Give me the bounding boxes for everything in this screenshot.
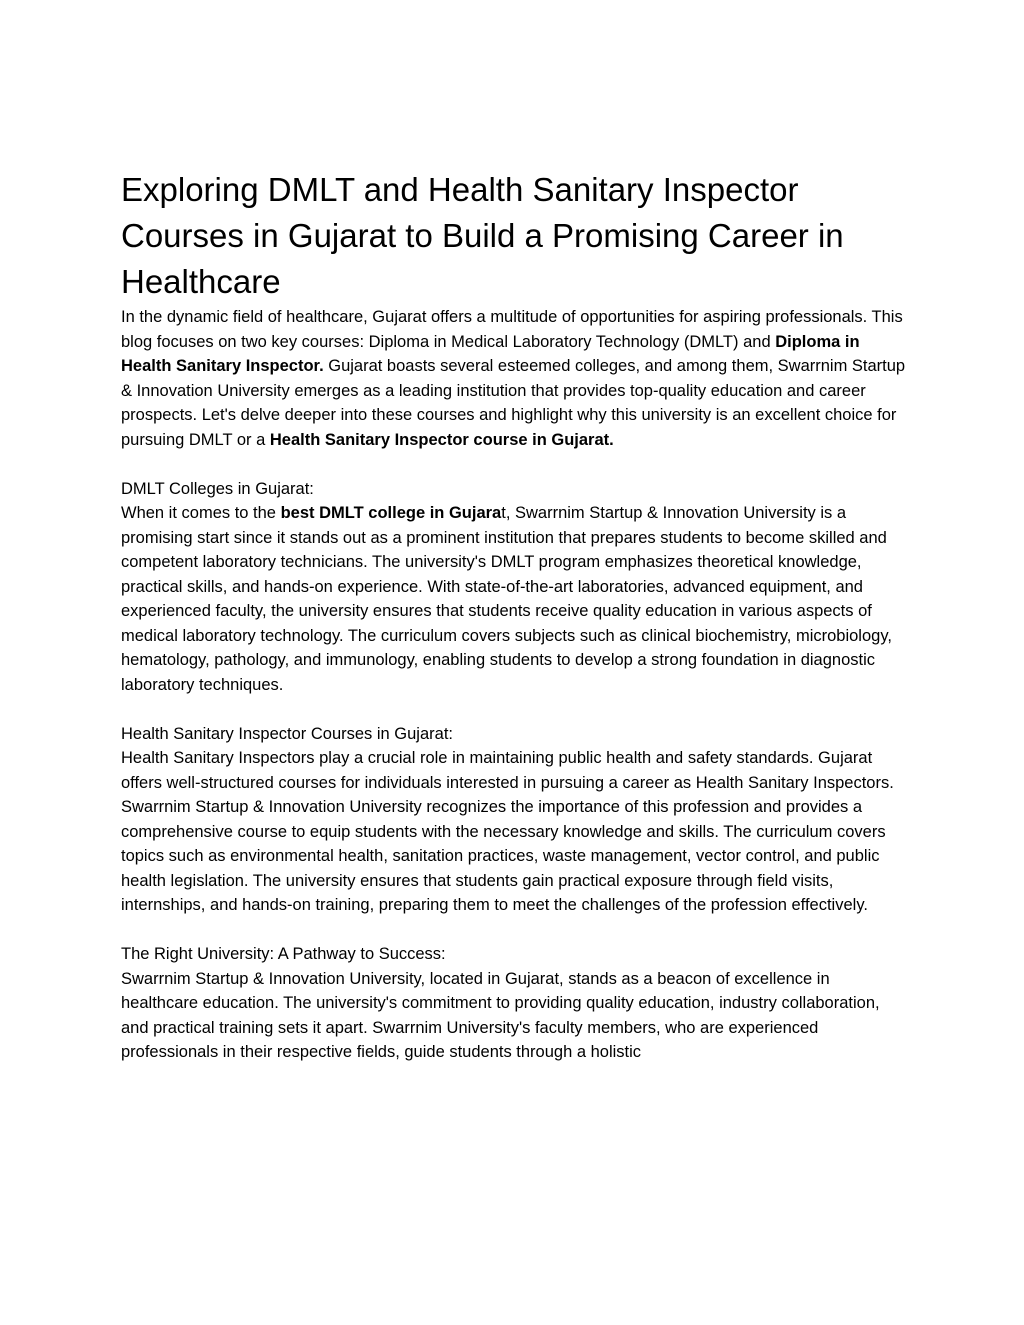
dmlt-section: [121, 477, 911, 698]
intro-bold-2: Health Sanitary Inspector course in Gujarat.: [269, 430, 614, 449]
dmlt-text-2: t, Swarrnim Startup & Innovation University is a promising start since it stands out as a prominent institution that prepares students to become skilled and competent laboratory technicians. The university's DMLT program emphasizes theoretical knowledge, practical skills, and hands-on experience. With state-of-the-art laboratories, advanced equipment, and experienced faculty, the university ensures that students receive quality education in various aspects of medical laboratory technology. The curriculum covers subjects such as clinical biochemistry, microbiology, hematology, pathology, and immunology, enabling students to develop a strong foundation in diagnostic laboratory techniques.: [121, 504, 892, 694]
dmlt-bold-1: best DMLT college in Gujara: [280, 504, 502, 522]
dmlt-text-1: When it comes to the: [121, 504, 281, 522]
university-body: Swarrnim Startup & Innovation University, located in Gujarat, stands as a beacon of excellence in healthcare education. The university's commitment to providing quality education, industry collaboration, and practical training sets it apart. Swarrnim University's faculty members, who are experienced professionals in their respective fields, guide students through a holistic: [121, 969, 880, 1061]
document-page: [121, 167, 911, 1065]
intro-bold-1: Diploma in Health Sanitary Inspector.: [121, 332, 860, 375]
dmlt-heading: DMLT Colleges in Gujarat:: [121, 479, 314, 498]
document-title: Exploring DMLT and Health Sanitary Inspector Courses in Gujarat to Build a Promising Career in Healthcare: [121, 171, 844, 300]
hsi-section: [121, 722, 911, 918]
intro-text-1: In the dynamic field of healthcare, Gujarat offers a multitude of opportunities for aspiring professionals. This blog focuses on two key courses: Diploma in Medical Laboratory Technology (DMLT) and: [121, 308, 903, 351]
intro-text-2: Gujarat boasts several esteemed colleges, and among them, Swarrnim Startup & Innovation University emerges as a leading institution that provides top-quality education and career prospects. Let's delve deeper into these courses and highlight why this university is an excellent choice for pursuing DMLT or a: [121, 357, 906, 449]
hsi-body: Health Sanitary Inspectors play a crucial role in maintaining public health and safety standards. Gujarat offers well-structured courses for individuals interested in pursuing a career as Health Sanitary Inspectors. Swarrnim Startup & Innovation University recognizes the importance of this profession and provides a comprehensive course to equip students with the necessary knowledge and skills. The curriculum covers topics such as environmental health, sanitation practices, waste management, vector control, and public health legislation. The university ensures that students gain practical exposure through field visits, internships, and hands-on training, preparing them to meet the challenges of the profession effectively.: [121, 749, 894, 914]
intro-paragraph: [121, 305, 911, 452]
university-section: [121, 942, 911, 1065]
hsi-heading: Health Sanitary Inspector Courses in Gujarat:: [121, 724, 453, 743]
university-heading: The Right University: A Pathway to Success:: [121, 945, 446, 963]
